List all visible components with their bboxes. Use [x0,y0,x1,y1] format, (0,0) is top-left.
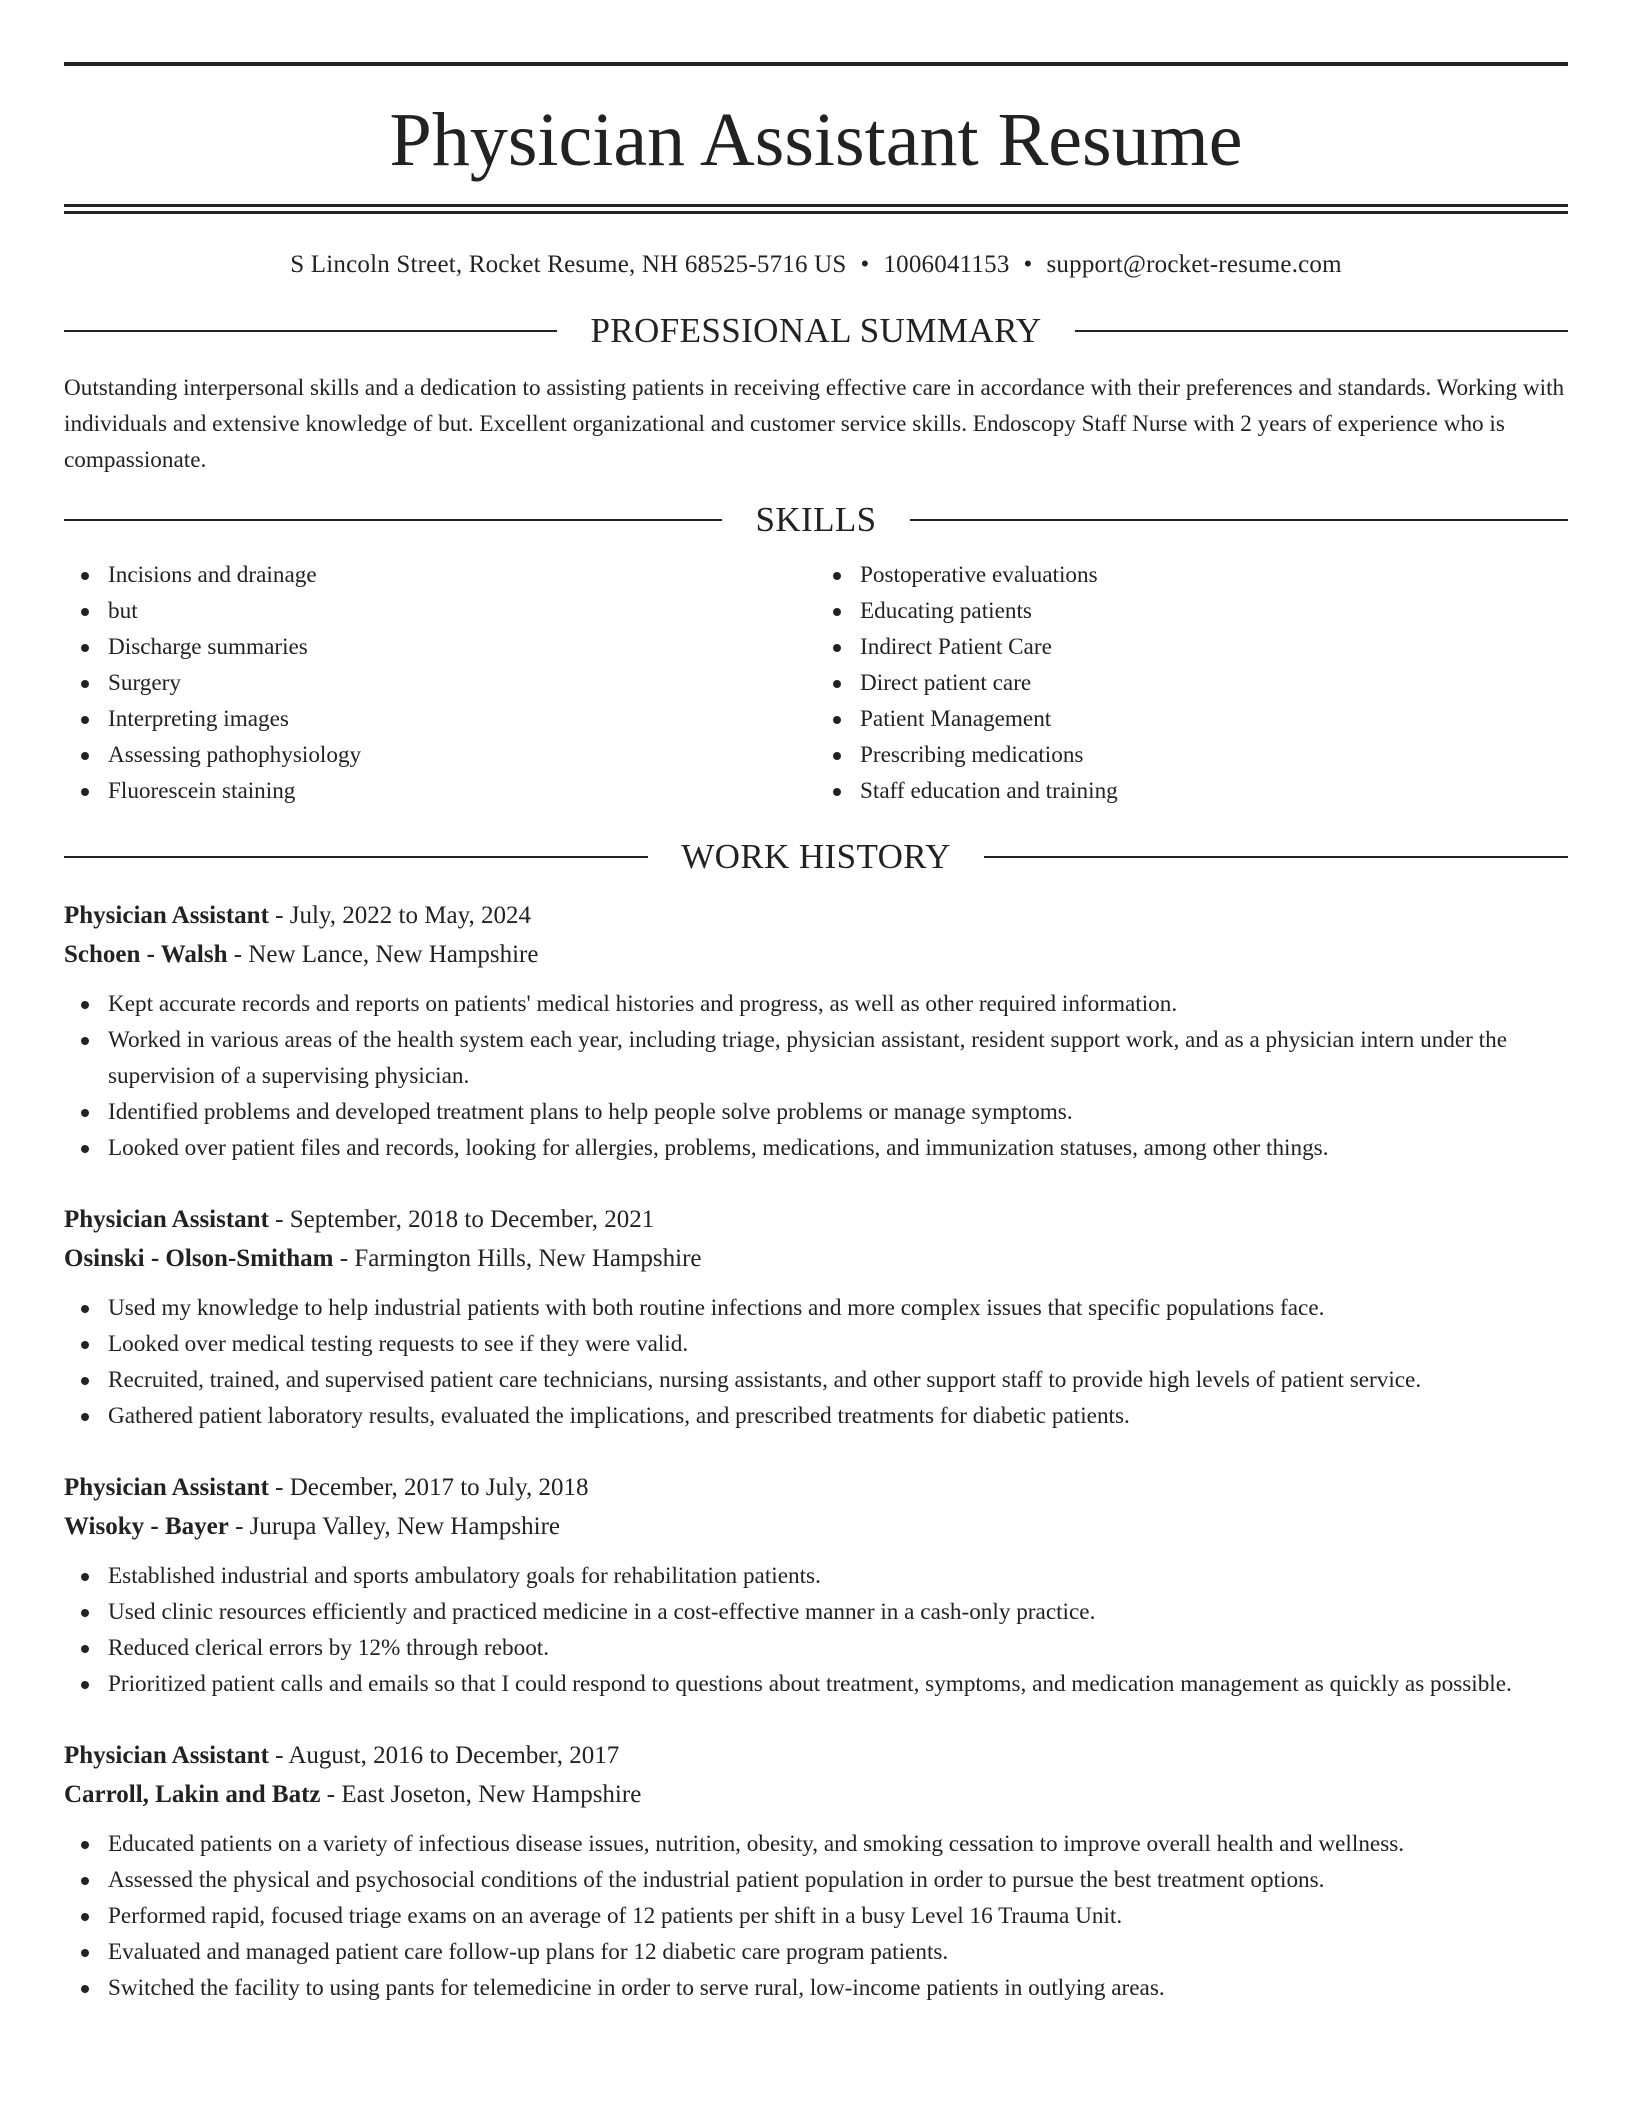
job-bullets [64,1290,1568,1434]
job-bullet: Switched the facility to using pants for telemedicine in order to serve rural, low-income patients in outlying areas. [108,1970,1568,2006]
summary-heading-label: PROFESSIONAL SUMMARY [590,311,1042,350]
job-title: Physician Assistant [64,1474,269,1501]
job-company-line [64,1507,1568,1546]
job-company: Osinski - Olson-Smitham [64,1245,334,1272]
job-bullet: Performed rapid, focused triage exams on an average of 12 patients per shift in a busy Level 16 Trauma Unit. [108,1898,1568,1934]
job-title-line [64,896,1568,935]
job-bullet: Prioritized patient calls and emails so that I could respond to questions about treatment, symptoms, and medication management as quickly as possible. [108,1666,1568,1702]
contact-address: S Lincoln Street, Rocket Resume, NH 68525-5716 US [290,251,847,278]
job-bullet: Reduced clerical errors by 12% through reboot. [108,1630,1568,1666]
job-location: - New Lance, New Hampshire [227,941,539,968]
contact-separator: • [1023,251,1033,278]
job-bullet: Evaluated and managed patient care follow-up plans for 12 diabetic care program patients. [108,1934,1568,1970]
job-location: - East Joseton, New Hampshire [320,1781,642,1808]
contact-email: support@rocket-resume.com [1046,251,1342,278]
job-bullet: Assessed the physical and psychosocial conditions of the industrial patient population in order to pursue the best treatment options. [108,1862,1568,1898]
work-heading [64,839,1568,874]
resume-title: Physician Assistant Resume [389,98,1243,182]
job-title-line [64,1200,1568,1239]
job-title: Physician Assistant [64,1742,269,1769]
summary-text: Outstanding interpersonal skills and a dedication to assisting patients in receiving effective care in accordance with their preferences and standards. Working with individuals and extensive knowledge of but. Excellent organizational and customer service skills. Endoscopy Staff Nurse with 2 years of experience who is compassionate. [64,375,1565,473]
skill-item: Direct patient care [860,665,1568,701]
header-top-rule [64,62,1568,66]
skill-item: Discharge summaries [108,629,816,665]
job-entry [64,1736,1568,2006]
skill-item: Interpreting images [108,701,816,737]
job-title: Physician Assistant [64,1206,269,1233]
job-bullet: Recruited, trained, and supervised patient care technicians, nursing assistants, and other support staff to provide high levels of patient service. [108,1362,1568,1398]
skill-item: Indirect Patient Care [860,629,1568,665]
header-double-rule [64,204,1568,214]
job-bullets [64,1558,1568,1702]
job-bullet: Used clinic resources efficiently and practiced medicine in a cost-effective manner in a cash-only practice. [108,1594,1568,1630]
job-entry [64,896,1568,1166]
job-dates: - September, 2018 to December, 2021 [268,1206,655,1233]
job-dates: - August, 2016 to December, 2017 [268,1742,620,1769]
job-dates: - December, 2017 to July, 2018 [268,1474,589,1501]
job-location: - Jurupa Valley, New Hampshire [228,1513,560,1540]
job-company: Wisoky - Bayer [64,1513,229,1540]
job-entry [64,1468,1568,1702]
job-bullets [64,1826,1568,2006]
job-bullet: Looked over medical testing requests to see if they were valid. [108,1326,1568,1362]
work-heading-label: WORK HISTORY [681,837,951,876]
job-bullet: Gathered patient laboratory results, evaluated the implications, and prescribed treatments for diabetic patients. [108,1398,1568,1434]
job-title: Physician Assistant [64,902,269,929]
job-location: - Farmington Hills, New Hampshire [333,1245,702,1272]
skill-item: Postoperative evaluations [860,557,1568,593]
skill-item: but [108,593,816,629]
skill-item: Educating patients [860,593,1568,629]
job-bullet: Kept accurate records and reports on patients' medical histories and progress, as well as other required information. [108,986,1568,1022]
job-bullet: Worked in various areas of the health system each year, including triage, physician assistant, resident support work, and as a physician intern under the supervision of a supervising physician. [108,1022,1568,1094]
job-title-line [64,1468,1568,1507]
skill-item: Fluorescein staining [108,773,816,809]
job-title-line [64,1736,1568,1775]
heading-rule [984,856,1568,858]
skill-item: Assessing pathophysiology [108,737,816,773]
skill-item: Staff education and training [860,773,1568,809]
job-bullet: Established industrial and sports ambulatory goals for rehabilitation patients. [108,1558,1568,1594]
contact-phone: 1006041153 [883,251,1010,278]
job-company-line [64,1775,1568,1814]
heading-rule [64,519,722,521]
heading-rule [64,856,648,858]
job-bullet: Looked over patient files and records, looking for allergies, problems, medications, and immunization statuses, among other things. [108,1130,1568,1166]
job-entry [64,1200,1568,1434]
job-company: Carroll, Lakin and Batz [64,1781,321,1808]
job-bullet: Educated patients on a variety of infectious disease issues, nutrition, obesity, and smoking cessation to improve overall health and wellness. [108,1826,1568,1862]
heading-rule [1075,330,1568,332]
skill-item: Prescribing medications [860,737,1568,773]
heading-rule [910,519,1568,521]
summary-heading [64,313,1568,348]
job-company: Schoen - Walsh [64,941,228,968]
contact-separator: • [860,251,870,278]
skills-columns [64,557,1568,809]
skill-item: Patient Management [860,701,1568,737]
job-bullets [64,986,1568,1166]
job-company-line [64,935,1568,974]
job-company-line [64,1239,1568,1278]
skills-heading-label: SKILLS [755,500,877,539]
job-bullet: Used my knowledge to help industrial patients with both routine infections and more complex issues that specific populations face. [108,1290,1568,1326]
job-bullet: Identified problems and developed treatment plans to help people solve problems or manage symptoms. [108,1094,1568,1130]
skill-item: Incisions and drainage [108,557,816,593]
contact-line [64,252,1568,277]
job-dates: - July, 2022 to May, 2024 [268,902,531,929]
skills-list-right [816,557,1568,809]
skills-list-left [64,557,816,809]
skill-item: Surgery [108,665,816,701]
skills-heading [64,502,1568,537]
heading-rule [64,330,557,332]
